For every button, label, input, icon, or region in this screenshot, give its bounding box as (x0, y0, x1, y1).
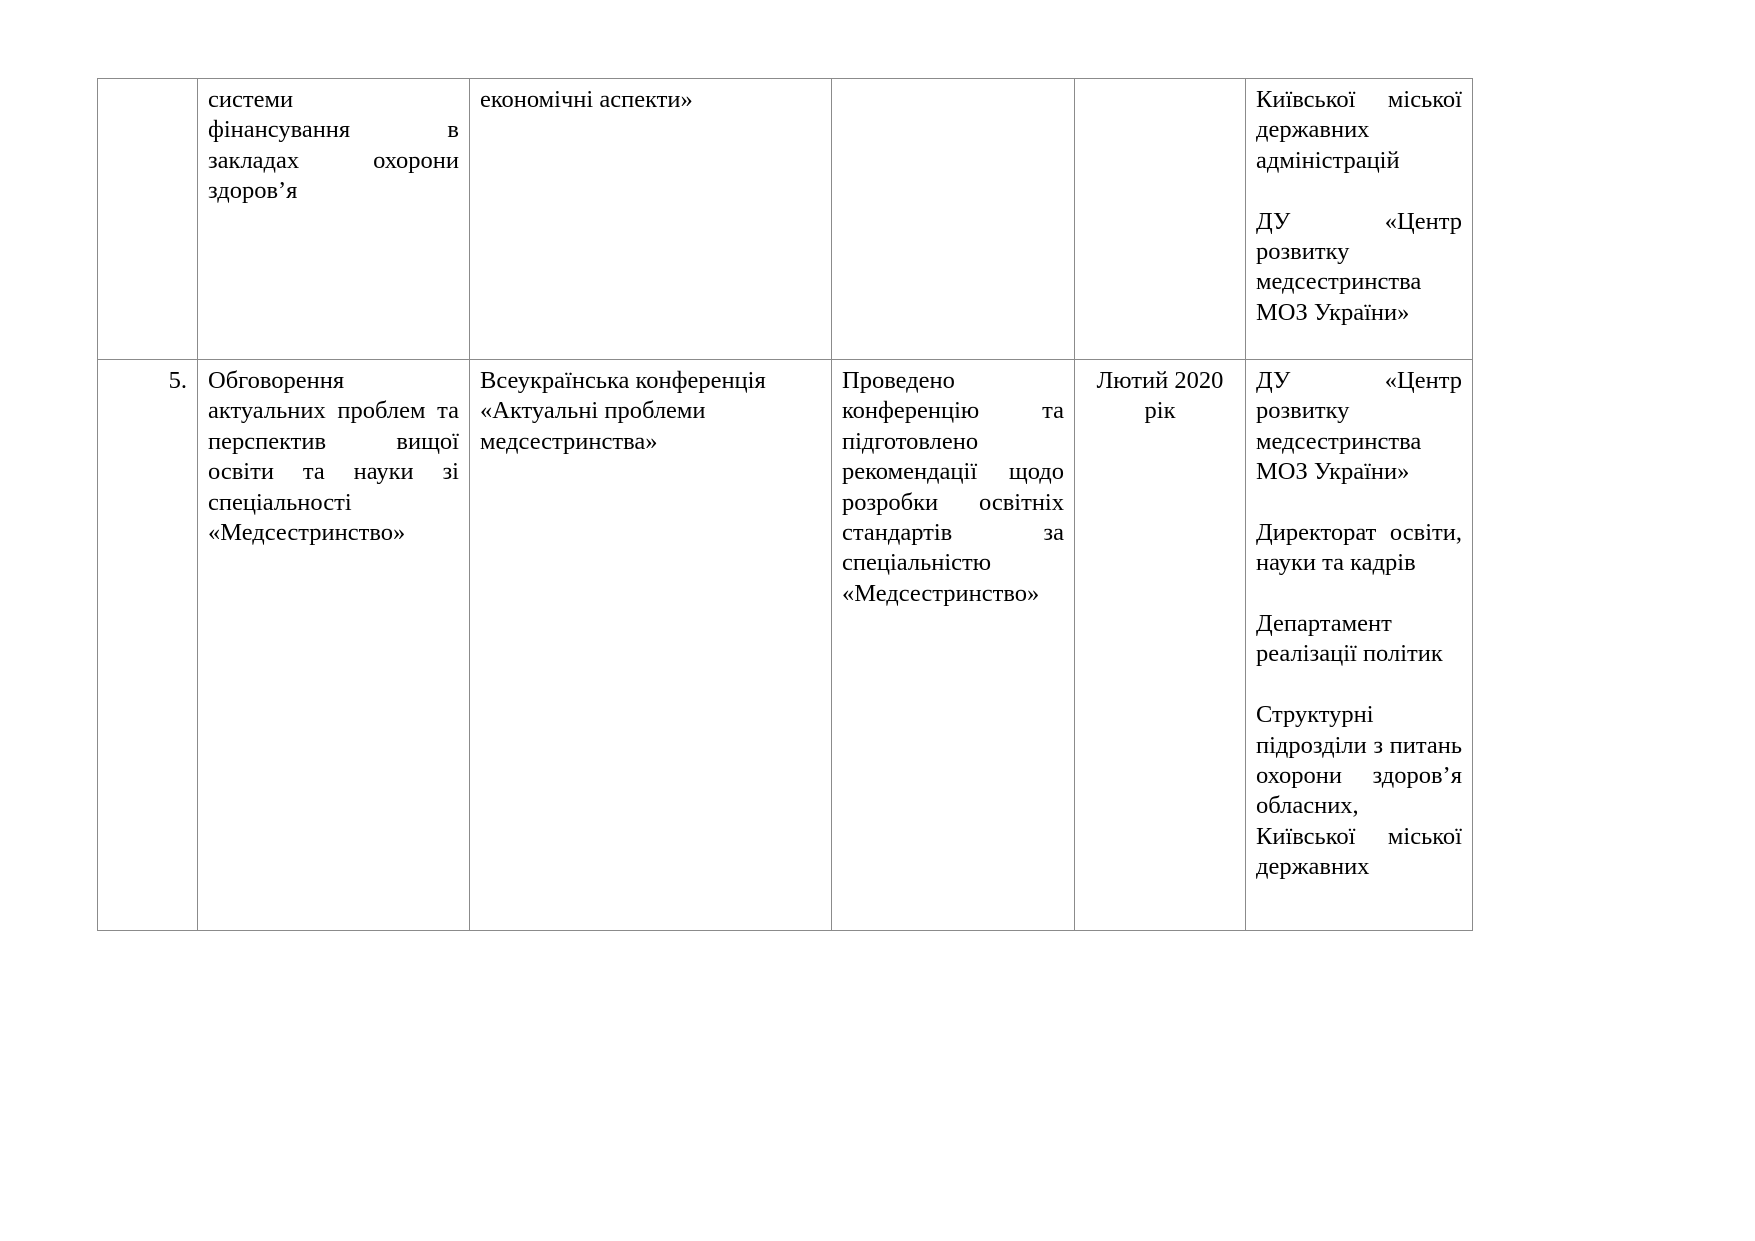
table-row (98, 79, 1473, 360)
responsible-block: Структурні підрозділи з питань охорони здоров’я обласних, Київської міської державних (1256, 701, 1462, 880)
responsible-block: Директорат освіти, науки та кадрів (1256, 518, 1462, 577)
responsible-cell (1246, 79, 1473, 360)
task-line: системи (208, 86, 294, 113)
task-cell (198, 360, 470, 931)
event-text: економічні аспекти» (480, 86, 693, 113)
responsible-block: Департамент реалізації політик (1256, 610, 1443, 668)
task-line: фінансування в (208, 116, 459, 144)
row-number-cell (98, 360, 198, 931)
task-line: закладах охорони (208, 146, 459, 174)
term-text: Лютий 2020 рік (1096, 367, 1224, 425)
row-number: 5. (168, 367, 187, 394)
event-cell (470, 360, 832, 931)
activities-table (97, 78, 1473, 931)
table-row (98, 360, 1473, 931)
row-number-cell (98, 79, 198, 360)
result-text: Проведено конференцію та підготовлено рекомендації щодо розробки освітніх стандартів за спеціальністю «Медсестринство» (842, 367, 1064, 607)
responsible-block: ДУ «Центр розвитку медсестринства МОЗ України» (1256, 367, 1462, 486)
term-cell (1075, 79, 1246, 360)
task-line: здоров’я (208, 177, 298, 205)
responsible-block: Київської міської державних адміністрацій (1256, 86, 1462, 174)
task-cell (198, 79, 470, 360)
event-cell (470, 79, 832, 360)
responsible-cell (1246, 360, 1473, 931)
result-cell (832, 79, 1075, 360)
task-text: Обговорення актуальних проблем та перспектив вищої освіти та науки зі спеціальності «Медсестринство» (208, 367, 459, 546)
event-text: Всеукраїнська конференція «Актуальні проблеми медсестринства» (480, 367, 766, 455)
term-cell (1075, 360, 1246, 931)
result-cell (832, 360, 1075, 931)
responsible-block: ДУ «Центр розвитку медсестринства МОЗ України» (1256, 207, 1462, 326)
